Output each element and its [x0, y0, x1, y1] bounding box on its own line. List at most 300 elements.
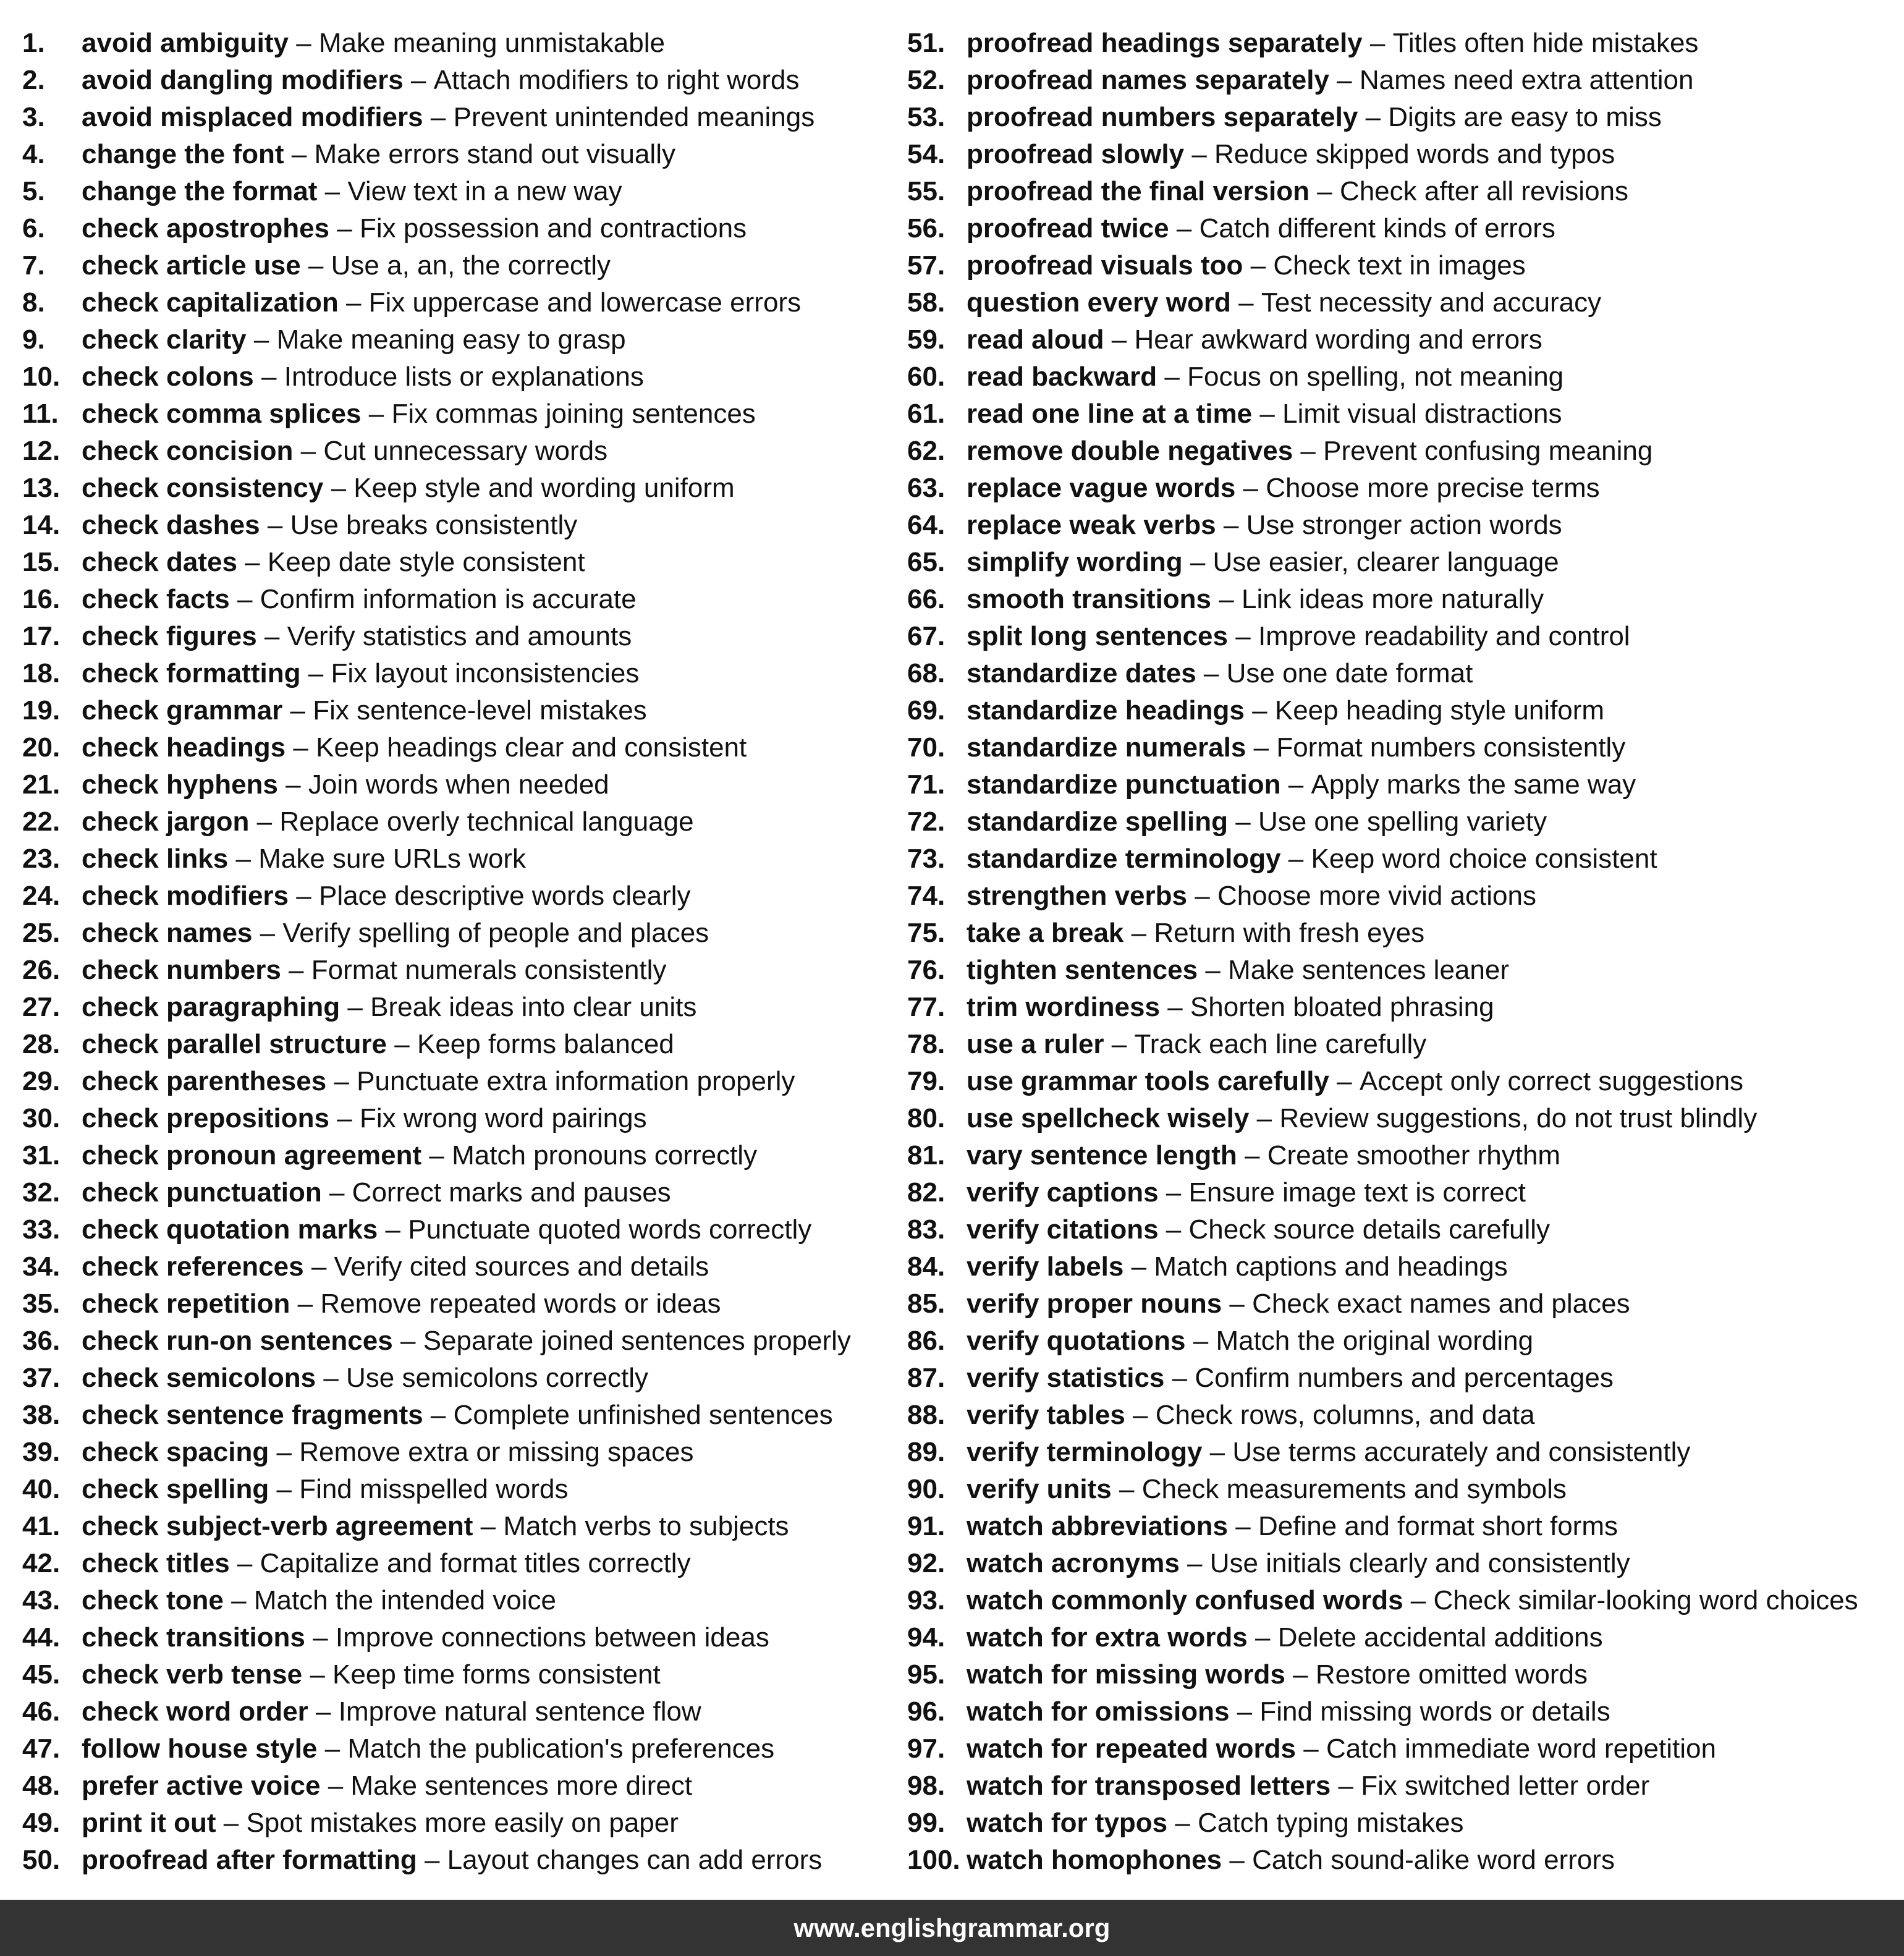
item-term: check transitions: [82, 1622, 305, 1653]
item-number: 44.: [22, 1622, 61, 1653]
item-number: 96.: [907, 1696, 946, 1727]
item-number: 84.: [907, 1251, 946, 1282]
item-separator: –: [1166, 1214, 1182, 1245]
item-number: 8.: [22, 287, 45, 318]
item-description: Choose more precise terms: [1266, 473, 1600, 503]
list-item: [22, 1397, 887, 1434]
item-separator: –: [1317, 176, 1332, 206]
item-number: 89.: [907, 1437, 946, 1467]
item-separator: –: [1235, 621, 1251, 651]
item-number: 39.: [22, 1437, 61, 1467]
item-description: Keep headings clear and consistent: [316, 732, 747, 763]
list-item: [907, 25, 1896, 62]
item-separator: –: [394, 1029, 410, 1059]
item-description: Restore omitted words: [1315, 1659, 1588, 1690]
list-item: [22, 173, 887, 210]
item-number: 59.: [907, 324, 946, 355]
item-number: 83.: [907, 1214, 946, 1245]
item-description: Fix wrong word pairings: [359, 1103, 647, 1133]
item-description: Format numbers consistently: [1276, 732, 1626, 763]
item-description: Match the publication's preferences: [347, 1734, 775, 1764]
item-term: standardize dates: [967, 658, 1196, 688]
item-term: check parentheses: [82, 1066, 327, 1096]
list-item: [22, 136, 887, 173]
item-term: check consistency: [82, 473, 324, 503]
item-number: 95.: [907, 1659, 946, 1690]
item-description: Test necessity and accuracy: [1261, 287, 1602, 318]
item-description: Separate joined sentences properly: [423, 1326, 851, 1356]
item-description: Limit visual distractions: [1282, 399, 1562, 429]
item-term: proofread twice: [967, 213, 1169, 243]
list-item: [22, 1248, 887, 1285]
item-description: Fix sentence-level mistakes: [313, 695, 647, 726]
item-description: Replace overly technical language: [279, 807, 694, 837]
item-term: change the format: [82, 176, 318, 206]
list-item: [907, 470, 1896, 507]
item-separator: –: [267, 510, 283, 540]
item-description: Make meaning unmistakable: [318, 28, 665, 58]
item-term: check word order: [82, 1696, 308, 1727]
list-item: [907, 1768, 1896, 1805]
list-item: [22, 915, 887, 952]
item-description: Make sentences more direct: [350, 1771, 693, 1801]
item-separator: –: [1293, 1659, 1308, 1690]
item-description: Make sure URLs work: [258, 844, 526, 874]
item-description: Use terms accurately and consistently: [1232, 1437, 1691, 1467]
item-number: 75.: [907, 918, 946, 948]
item-separator: –: [276, 1474, 292, 1504]
item-number: 50.: [22, 1845, 61, 1875]
item-term: check capitalization: [82, 287, 339, 318]
item-number: 94.: [907, 1622, 946, 1653]
item-term: verify statistics: [967, 1363, 1165, 1393]
item-separator: –: [345, 287, 362, 318]
list-item: [22, 1545, 887, 1582]
item-term: check article use: [82, 250, 301, 281]
list-item: [907, 1174, 1896, 1211]
item-term: check figures: [82, 621, 257, 651]
footer-bar: [0, 1900, 1904, 1956]
item-number: 51.: [907, 28, 946, 58]
item-number: 57.: [907, 250, 946, 281]
item-description: Use breaks consistently: [290, 510, 578, 540]
list-item: [22, 1137, 887, 1174]
list-item: [907, 1434, 1896, 1471]
item-separator: –: [1131, 1251, 1147, 1282]
item-description: Improve connections between ideas: [335, 1622, 769, 1653]
item-separator: –: [1111, 324, 1127, 355]
item-number: 23.: [22, 844, 61, 874]
footer-website-text: www.englishgrammar.org: [793, 1913, 1111, 1942]
item-separator: –: [331, 473, 347, 503]
item-number: 70.: [907, 732, 946, 763]
item-term: read one line at a time: [967, 399, 1253, 429]
item-description: Check source details carefully: [1188, 1214, 1550, 1245]
list-item: [22, 321, 887, 358]
item-description: Use one date format: [1226, 658, 1473, 688]
item-separator: –: [1303, 1734, 1319, 1764]
item-term: split long sentences: [967, 621, 1228, 651]
item-number: 33.: [22, 1214, 61, 1245]
item-separator: –: [337, 213, 352, 243]
item-separator: –: [328, 1771, 344, 1801]
item-number: 31.: [22, 1140, 61, 1171]
item-term: check titles: [82, 1548, 230, 1578]
item-description: Shorten bloated phrasing: [1190, 992, 1494, 1022]
item-number: 87.: [907, 1363, 946, 1393]
list-item: [907, 952, 1896, 989]
item-number: 86.: [907, 1326, 946, 1356]
list-item: [22, 581, 887, 618]
item-separator: –: [1235, 1511, 1251, 1541]
list-item: [907, 173, 1896, 210]
item-separator: –: [324, 176, 341, 206]
list-item: [22, 247, 887, 284]
item-number: 5.: [22, 176, 45, 206]
list-item: [907, 1619, 1896, 1656]
item-description: Use easier, clearer language: [1212, 547, 1559, 577]
list-item: [907, 803, 1896, 840]
item-description: Check similar-looking word choices: [1433, 1585, 1858, 1615]
list-item: [907, 1137, 1896, 1174]
item-term: vary sentence length: [967, 1140, 1237, 1171]
item-term: question every word: [967, 287, 1231, 318]
item-description: Find misspelled words: [299, 1474, 569, 1504]
item-number: 9.: [22, 324, 45, 355]
list-item: [22, 1842, 887, 1879]
item-term: check parallel structure: [82, 1029, 387, 1059]
item-description: Fix commas joining sentences: [391, 399, 756, 429]
list-item: [907, 766, 1896, 803]
item-description: Complete unfinished sentences: [453, 1400, 833, 1430]
item-number: 77.: [907, 992, 946, 1022]
item-description: Check after all revisions: [1339, 176, 1629, 206]
item-separator: –: [1250, 250, 1266, 281]
item-term: replace vague words: [967, 473, 1236, 503]
item-term: check formatting: [82, 658, 301, 688]
list-item: [22, 1656, 887, 1693]
item-description: Link ideas more naturally: [1241, 584, 1544, 614]
item-separator: –: [480, 1511, 496, 1541]
item-number: 81.: [907, 1140, 946, 1171]
item-term: watch for typos: [967, 1808, 1168, 1838]
item-term: check quotation marks: [82, 1214, 378, 1245]
item-term: follow house style: [82, 1734, 318, 1764]
item-description: Match the intended voice: [253, 1585, 557, 1615]
item-description: Choose more vivid actions: [1217, 881, 1536, 911]
item-number: 35.: [22, 1289, 61, 1319]
list-item: [907, 136, 1896, 173]
list-item: [907, 321, 1896, 358]
item-separator: –: [1256, 1103, 1272, 1133]
item-term: remove double negatives: [967, 436, 1293, 466]
item-separator: –: [1259, 399, 1275, 429]
list-item: [907, 1100, 1896, 1137]
item-description: Prevent unintended meanings: [453, 102, 815, 132]
item-term: check jargon: [82, 807, 250, 837]
list-item: [907, 989, 1896, 1026]
item-description: Confirm information is accurate: [260, 584, 637, 614]
item-number: 73.: [907, 844, 946, 874]
list-item: [907, 915, 1896, 952]
item-description: Check exact names and places: [1252, 1289, 1630, 1319]
item-description: Remove repeated words or ideas: [320, 1289, 721, 1319]
item-separator: –: [1203, 658, 1219, 688]
item-number: 41.: [22, 1511, 61, 1541]
item-number: 64.: [907, 510, 946, 540]
item-description: Check text in images: [1273, 250, 1526, 281]
list-item: [907, 1397, 1896, 1434]
item-number: 24.: [22, 881, 61, 911]
list-item: [22, 1174, 887, 1211]
item-number: 21.: [22, 769, 61, 800]
list-item: [907, 507, 1896, 544]
item-number: 29.: [22, 1066, 61, 1096]
item-term: standardize terminology: [967, 844, 1281, 874]
item-separator: –: [1235, 807, 1251, 837]
item-description: Make errors stand out visually: [314, 139, 675, 169]
item-separator: –: [1288, 844, 1304, 874]
item-term: watch for extra words: [967, 1622, 1248, 1653]
list-item: [22, 210, 887, 247]
item-separator: –: [1237, 1696, 1253, 1727]
item-term: standardize spelling: [967, 807, 1228, 837]
item-description: Attach modifiers to right words: [433, 65, 800, 95]
item-term: smooth transitions: [967, 584, 1212, 614]
item-term: tighten sentences: [967, 955, 1198, 985]
item-number: 69.: [907, 695, 946, 726]
item-separator: –: [297, 1289, 313, 1319]
item-description: Review suggestions, do not trust blindly: [1279, 1103, 1758, 1133]
item-term: use a ruler: [967, 1029, 1104, 1059]
item-separator: –: [1244, 1140, 1260, 1171]
list-item: [22, 507, 887, 544]
item-number: 4.: [22, 139, 45, 169]
item-term: check subject-verb agreement: [82, 1511, 473, 1541]
list-item: [907, 1211, 1896, 1248]
item-number: 60.: [907, 362, 946, 392]
item-description: Keep heading style uniform: [1274, 695, 1605, 726]
item-number: 27.: [22, 992, 61, 1022]
item-separator: –: [1337, 1066, 1352, 1096]
item-term: check numbers: [82, 955, 281, 985]
list-item: [22, 692, 887, 729]
item-description: Prevent confusing meaning: [1323, 436, 1653, 466]
list-item: [22, 878, 887, 915]
item-description: Spot mistakes more easily on paper: [246, 1808, 679, 1838]
item-description: Layout changes can add errors: [447, 1845, 823, 1875]
item-number: 97.: [907, 1734, 946, 1764]
list-item: [907, 1285, 1896, 1323]
item-description: Match the original wording: [1216, 1326, 1534, 1356]
item-term: check modifiers: [82, 881, 289, 911]
item-separator: –: [1219, 584, 1234, 614]
item-term: check semicolons: [82, 1363, 316, 1393]
list-item: [22, 840, 887, 878]
item-separator: –: [296, 881, 311, 911]
item-description: Verify statistics and amounts: [287, 621, 632, 651]
item-description: Remove extra or missing spaces: [299, 1437, 694, 1467]
item-term: check clarity: [82, 324, 247, 355]
item-term: use spellcheck wisely: [967, 1103, 1250, 1133]
item-description: Introduce lists or explanations: [284, 362, 644, 392]
item-term: proofread visuals too: [967, 250, 1243, 281]
item-separator: –: [1164, 362, 1180, 392]
item-separator: –: [261, 362, 277, 392]
item-description: Use stronger action words: [1246, 510, 1562, 540]
item-number: 46.: [22, 1696, 61, 1727]
item-number: 58.: [907, 287, 946, 318]
item-separator: –: [1338, 1771, 1353, 1801]
item-description: Find missing words or details: [1259, 1696, 1610, 1727]
item-number: 80.: [907, 1103, 946, 1133]
list-item: [907, 396, 1896, 433]
item-separator: –: [410, 65, 426, 95]
item-term: avoid ambiguity: [82, 28, 289, 58]
item-separator: –: [1172, 1363, 1188, 1393]
item-number: 93.: [907, 1585, 946, 1615]
list-item: [22, 1360, 887, 1397]
item-separator: –: [424, 1845, 440, 1875]
list-item: [907, 840, 1896, 878]
list-item: [907, 544, 1896, 581]
item-description: Catch sound-alike word errors: [1252, 1845, 1615, 1875]
item-number: 71.: [907, 769, 946, 800]
item-separator: –: [231, 1585, 247, 1615]
list-item: [22, 433, 887, 470]
item-number: 100.: [907, 1845, 960, 1875]
item-separator: –: [296, 28, 311, 58]
item-number: 67.: [907, 621, 946, 651]
item-description: Digits are easy to miss: [1388, 102, 1662, 132]
item-separator: –: [1337, 65, 1352, 95]
item-separator: –: [1410, 1585, 1426, 1615]
item-number: 37.: [22, 1363, 61, 1393]
item-separator: –: [316, 1696, 331, 1727]
item-term: watch acronyms: [967, 1548, 1180, 1578]
list-item: [907, 1730, 1896, 1768]
list-item: [907, 618, 1896, 655]
item-number: 19.: [22, 695, 61, 726]
item-separator: –: [1288, 769, 1304, 800]
item-separator: –: [1255, 1622, 1271, 1653]
item-term: verify citations: [967, 1214, 1159, 1245]
list-item: [907, 1063, 1896, 1100]
item-description: Break ideas into clear units: [370, 992, 697, 1022]
item-term: check facts: [82, 584, 230, 614]
item-description: Fix switched letter order: [1361, 1771, 1650, 1801]
item-number: 78.: [907, 1029, 946, 1059]
item-description: Keep style and wording uniform: [353, 473, 735, 503]
item-term: simplify wording: [967, 547, 1183, 577]
list-item: [907, 247, 1896, 284]
list-item: [22, 1805, 887, 1842]
item-separator: –: [430, 1400, 446, 1430]
item-separator: –: [276, 1437, 292, 1467]
item-term: avoid misplaced modifiers: [82, 102, 423, 132]
item-term: verify captions: [967, 1177, 1159, 1208]
item-description: Accept only correct suggestions: [1359, 1066, 1744, 1096]
item-term: check paragraphing: [82, 992, 341, 1022]
item-description: Check rows, columns, and data: [1155, 1400, 1535, 1430]
item-number: 55.: [907, 176, 946, 206]
item-separator: –: [347, 992, 363, 1022]
item-description: Make sentences leaner: [1228, 955, 1509, 985]
item-description: Delete accidental additions: [1277, 1622, 1603, 1653]
item-term: check names: [82, 918, 253, 948]
item-number: 17.: [22, 621, 61, 651]
item-term: check dashes: [82, 510, 260, 540]
item-number: 34.: [22, 1251, 61, 1282]
list-item: [22, 1026, 887, 1063]
list-item: [22, 1100, 887, 1137]
item-separator: –: [1238, 287, 1254, 318]
item-number: 36.: [22, 1326, 61, 1356]
item-separator: –: [1167, 992, 1183, 1022]
list-item: [907, 1508, 1896, 1545]
list-item: [22, 729, 887, 766]
item-number: 26.: [22, 955, 61, 985]
list-item: [22, 1434, 887, 1471]
item-number: 53.: [907, 102, 946, 132]
item-term: verify labels: [967, 1251, 1124, 1282]
item-description: Match pronouns correctly: [452, 1140, 758, 1171]
item-number: 11.: [22, 399, 59, 429]
item-separator: –: [1166, 1177, 1182, 1208]
item-separator: –: [290, 695, 306, 726]
list-item: [907, 1248, 1896, 1285]
item-separator: –: [368, 399, 384, 429]
item-description: Focus on spelling, not meaning: [1187, 362, 1564, 392]
item-term: check dates: [82, 547, 237, 577]
item-separator: –: [1195, 881, 1210, 911]
item-term: use grammar tools carefully: [967, 1066, 1329, 1096]
item-term: check verb tense: [82, 1659, 303, 1690]
item-separator: –: [1191, 139, 1207, 169]
item-separator: –: [1175, 1808, 1190, 1838]
item-term: proofread names separately: [967, 65, 1329, 95]
list-item: [907, 581, 1896, 618]
item-term: print it out: [82, 1808, 216, 1838]
item-number: 7.: [22, 250, 45, 281]
item-number: 79.: [907, 1066, 946, 1096]
item-separator: –: [1223, 510, 1239, 540]
item-term: proofread the final version: [967, 176, 1310, 206]
list-item: [907, 878, 1896, 915]
item-term: watch homophones: [967, 1845, 1222, 1875]
item-number: 74.: [907, 881, 946, 911]
list-item: [22, 62, 887, 99]
item-separator: –: [1300, 436, 1316, 466]
item-description: Keep forms balanced: [417, 1029, 674, 1059]
list-item: [22, 1730, 887, 1768]
list-item: [907, 1323, 1896, 1360]
list-item: [22, 1508, 887, 1545]
item-term: check punctuation: [82, 1177, 322, 1208]
item-number: 66.: [907, 584, 946, 614]
item-separator: –: [1229, 1289, 1245, 1319]
item-number: 22.: [22, 807, 61, 837]
list-item: [907, 655, 1896, 692]
item-description: Correct marks and pauses: [352, 1177, 671, 1208]
list-item: [22, 284, 887, 321]
item-number: 49.: [22, 1808, 61, 1838]
item-term: check run-on sentences: [82, 1326, 393, 1356]
list-item: [22, 1582, 887, 1619]
item-number: 25.: [22, 918, 61, 948]
list-item: [907, 433, 1896, 470]
item-description: Format numerals consistently: [311, 955, 667, 985]
